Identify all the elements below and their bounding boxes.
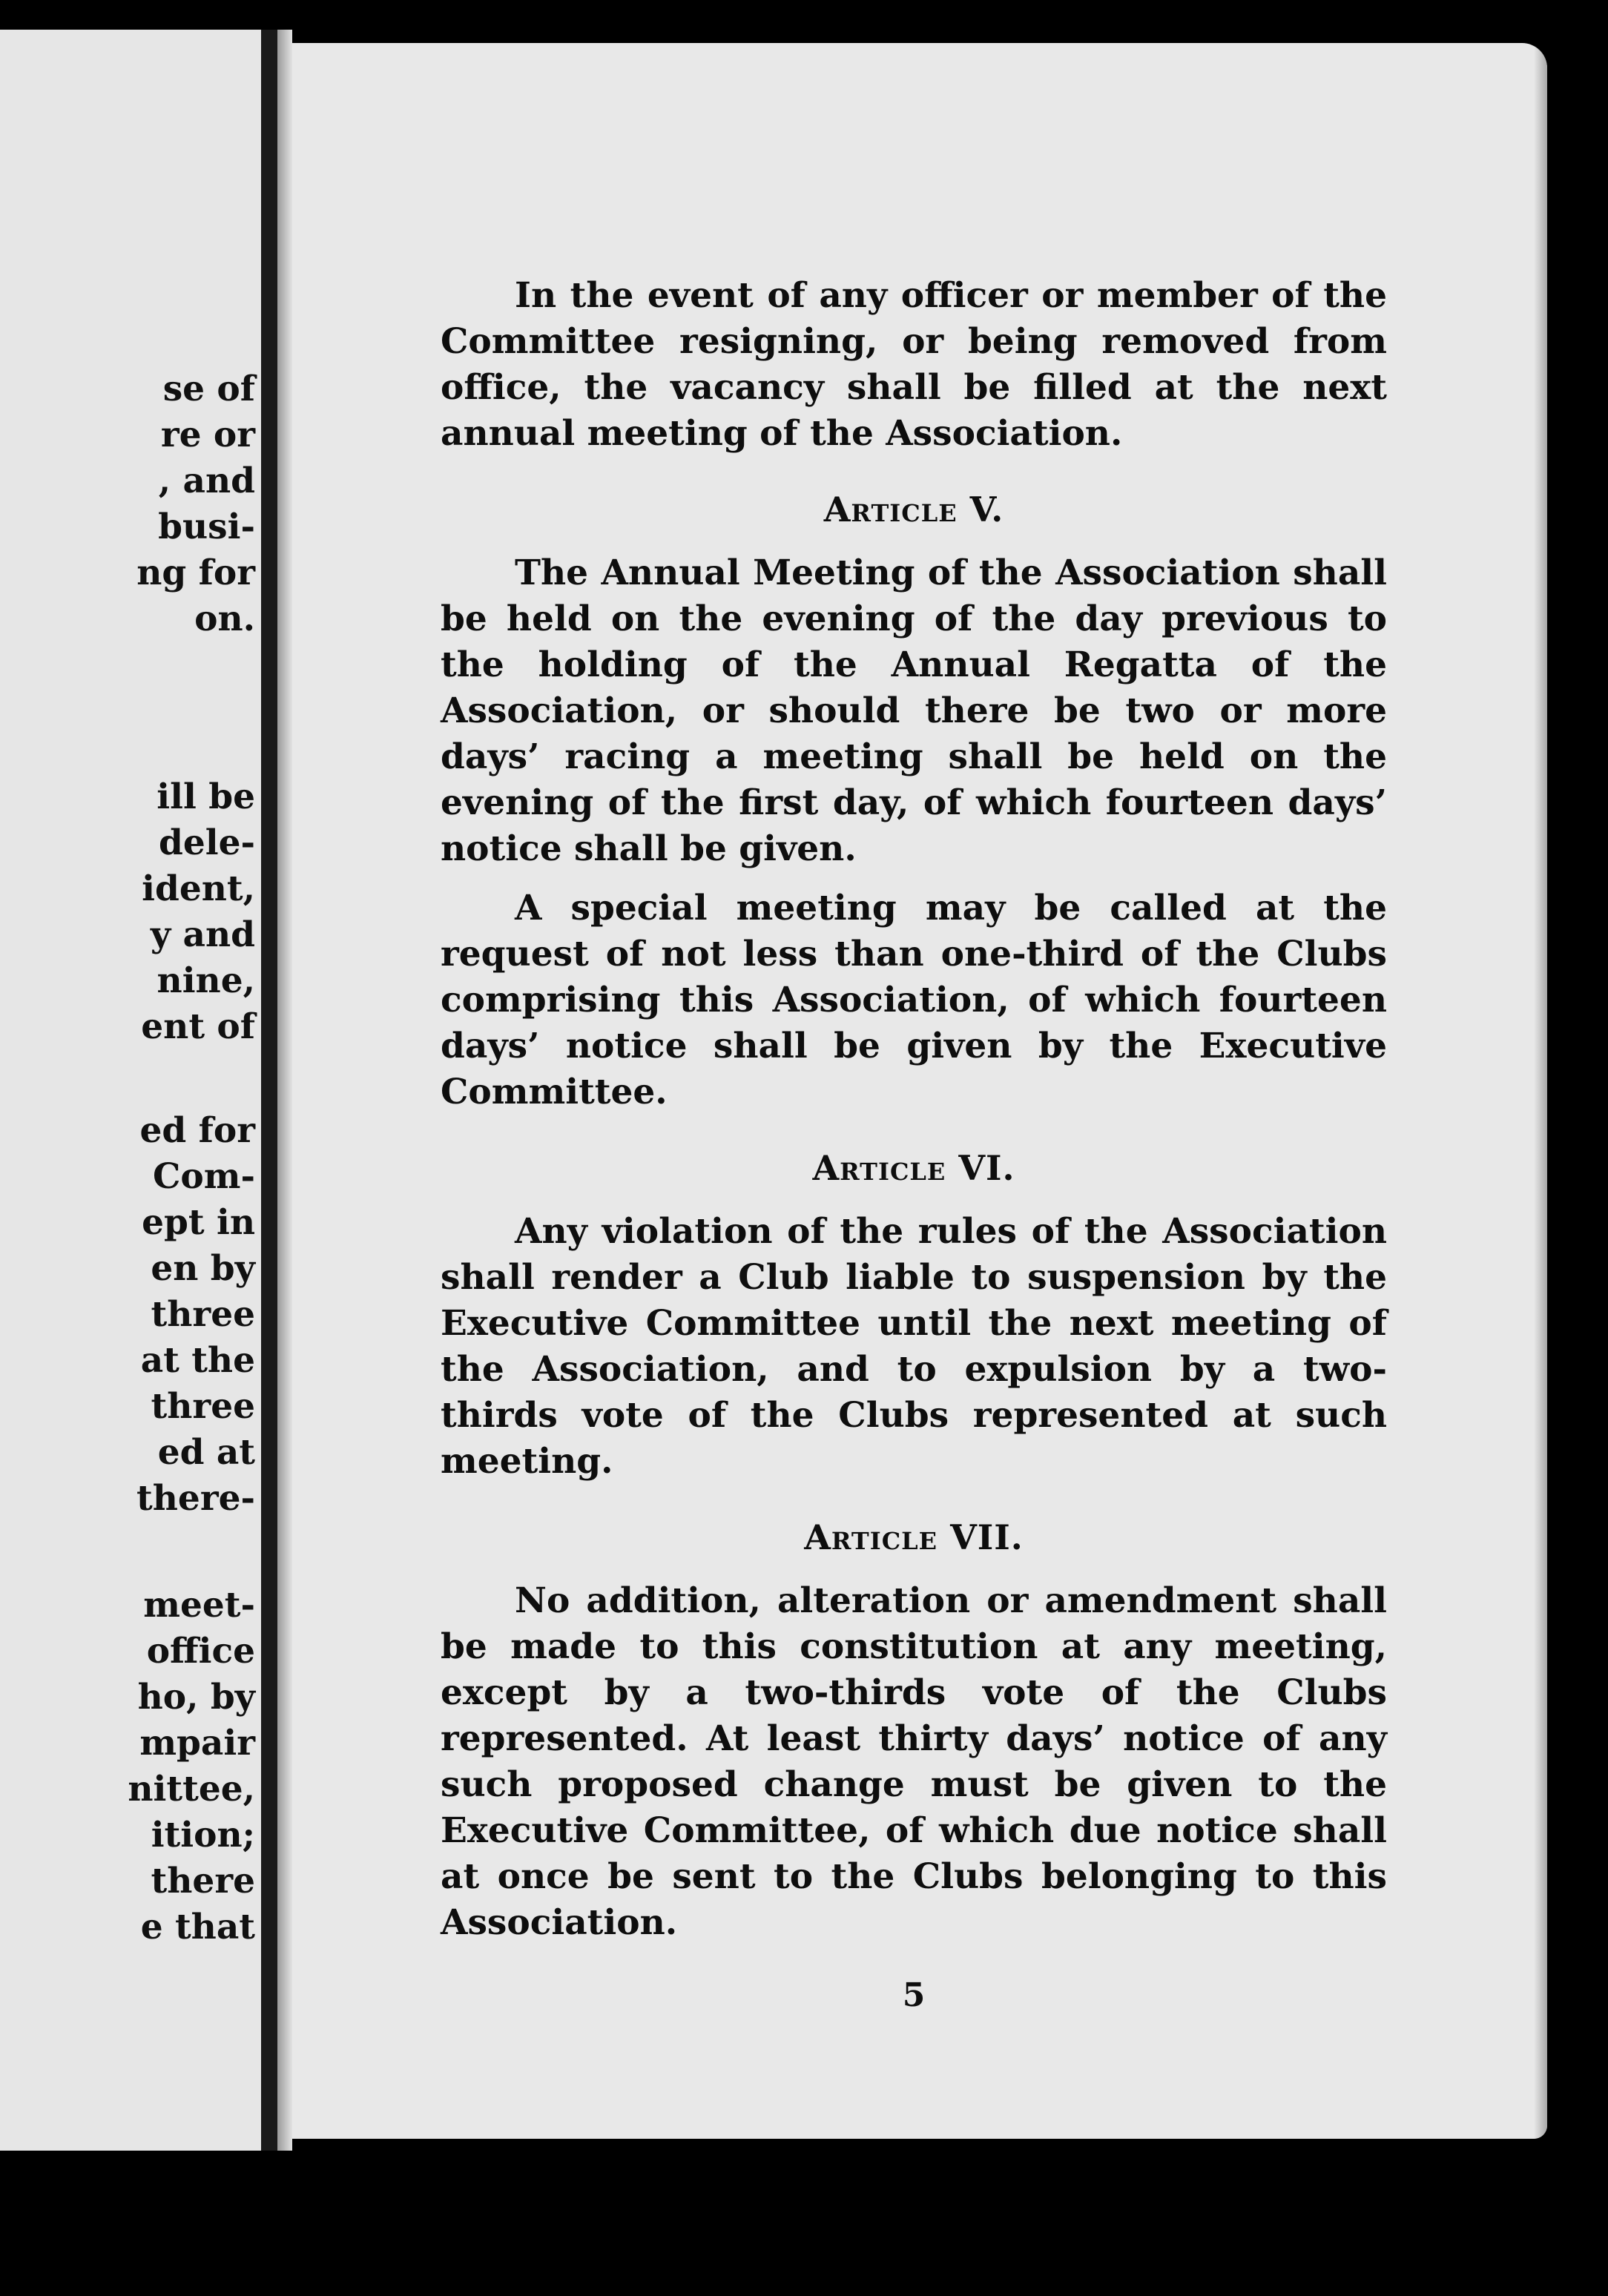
left-page-line: nittee, — [128, 1769, 255, 1810]
intro-paragraph: In the event of any officer or member of the Committee resigning, or being removed from office, the vacancy shall be filled at the next annual meeting of the Association. — [441, 275, 1387, 454]
article-paragraph: No addition, alteration or amendment shall be made to this constitution at any meeting, except by a two-thirds vote of the Clubs represented. At least thirty days’ notice of any such proposed change must be given to the Executive Committee, of which due notice shall at once be sent to the Clubs belonging to this Association. — [441, 1580, 1387, 1943]
left-page-line: mpair — [139, 1723, 255, 1764]
previous-page-fragment — [0, 30, 261, 2151]
left-page-line: three — [151, 1294, 255, 1335]
left-page-line: ept in — [142, 1202, 255, 1243]
left-page-line: office — [146, 1631, 255, 1672]
left-page-line: busi- — [158, 507, 255, 547]
left-page-line: at the — [140, 1340, 255, 1381]
article-paragraph: A special meeting may be called at the request of not less than one-third of the Clubs comprising this Association, of which fourteen days’ notice shall be given by the Executive Committee. — [441, 888, 1387, 1112]
left-page-line: e that — [140, 1907, 255, 1947]
article-heading: Article VI. — [812, 1148, 1015, 1188]
article-paragraph: Any violation of the rules of the Association shall render a Club liable to suspension by the Executive Committee until the next meeting of the Association, and to expulsion by a two-thirds vote of the Clubs represented at such meeting. — [441, 1211, 1387, 1482]
left-page-line: nine, — [156, 960, 255, 1001]
gutter-shadow — [277, 30, 292, 2151]
document-page — [292, 43, 1547, 2139]
page-number: 5 — [902, 1976, 926, 2014]
left-page-line: ill be — [156, 776, 255, 817]
book-binding-gutter — [261, 30, 277, 2151]
left-page-line: ent of — [141, 1006, 255, 1047]
left-page-line: there — [151, 1861, 255, 1901]
article-paragraph: The Annual Meeting of the Association shall be held on the evening of the day previous to the holding of the Annual Regatta of the Association, or should there be two or more days’ racing a meeting shall be held on the evening of the first day, of which fourteen days’ notice shall be given. — [441, 552, 1387, 869]
page-body — [441, 273, 1387, 2019]
left-page-line: ition; — [151, 1815, 255, 1855]
page-edge — [1534, 43, 1547, 2139]
left-page-line: ed at — [157, 1432, 255, 1473]
left-page-line: on. — [194, 598, 255, 639]
article-heading: Article V. — [823, 489, 1004, 530]
left-page-line: ed for — [139, 1110, 255, 1151]
left-page-line: ident, — [142, 868, 255, 909]
left-page-line: Com- — [153, 1156, 255, 1197]
left-page-line: y and — [150, 914, 255, 955]
left-page-line: , and — [158, 461, 255, 501]
left-page-line: three — [151, 1386, 255, 1427]
left-page-line: se of — [162, 369, 255, 409]
left-page-line: re or — [160, 415, 255, 455]
left-page-line: en by — [151, 1248, 255, 1289]
left-page-line: meet- — [143, 1585, 255, 1626]
left-page-line: ng for — [136, 552, 255, 593]
left-page-line: dele- — [158, 822, 255, 863]
article-heading: Article VII. — [804, 1517, 1024, 1557]
left-page-line: ho, by — [137, 1677, 255, 1718]
left-page-line: there- — [136, 1478, 255, 1519]
